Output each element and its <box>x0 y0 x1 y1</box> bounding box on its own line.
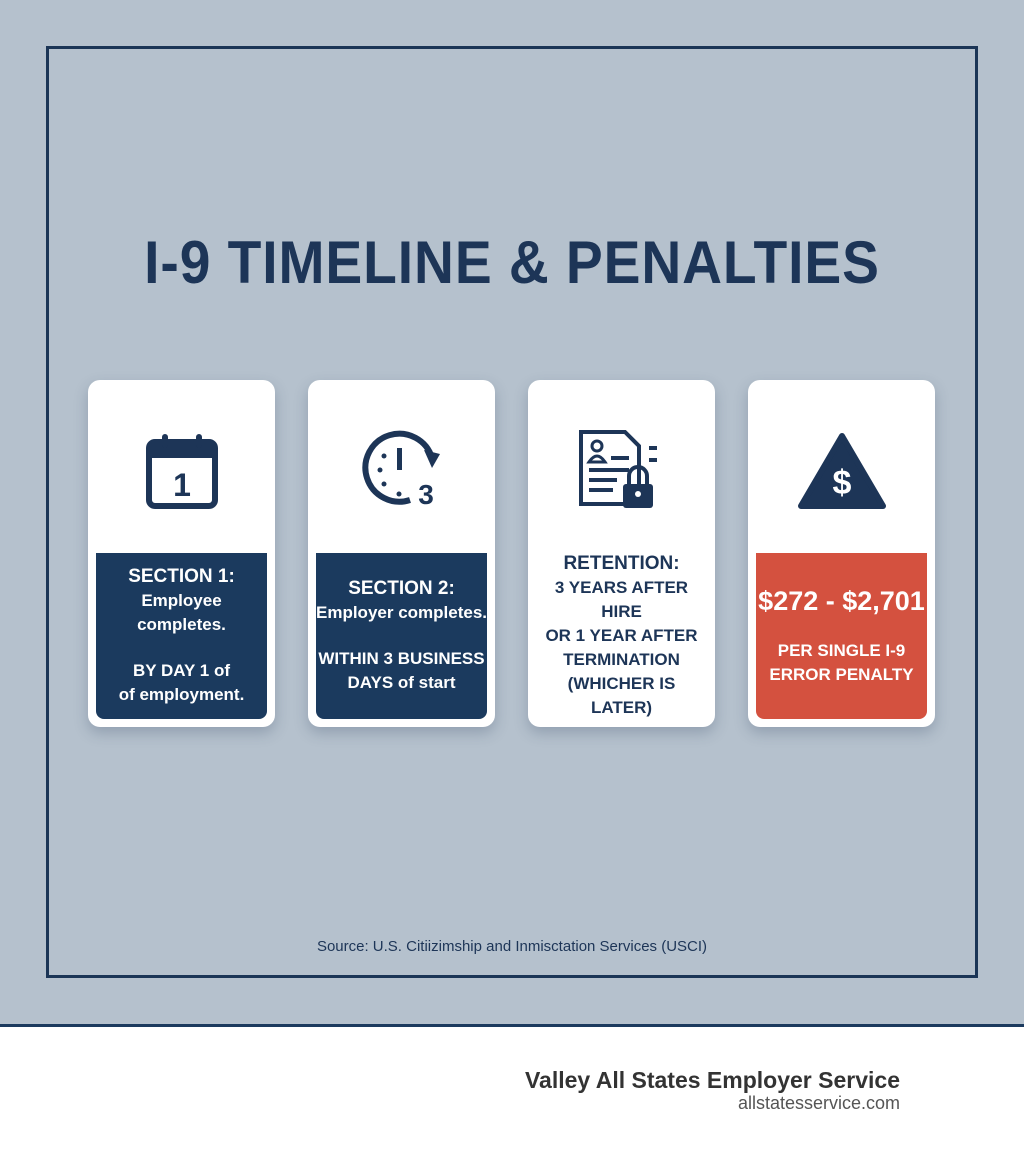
svg-text:1: 1 <box>172 467 191 503</box>
calendar-icon <box>88 425 275 515</box>
svg-text:3: 3 <box>417 479 434 510</box>
document-lock-icon <box>528 425 715 515</box>
card-text: PER SINGLE I-9 <box>777 641 906 660</box>
card-section-2 <box>308 380 495 727</box>
card-text: Employer completes. <box>316 603 488 622</box>
footer <box>0 1024 1024 1154</box>
card-text: ERROR PENALTY <box>769 665 914 684</box>
card-penalty <box>748 380 935 727</box>
penalty-panel <box>756 553 927 719</box>
clock-3-days-icon <box>308 425 495 515</box>
page-title: I-9 TIMELINE & PENALTIES <box>144 229 880 296</box>
card-text: of employment. <box>118 685 245 704</box>
penalty-amount: $272 - $2,701 <box>758 586 925 616</box>
retention-panel <box>536 553 707 719</box>
svg-text:$: $ <box>832 464 851 502</box>
card-text: WITHIN 3 BUSINESS <box>318 649 485 668</box>
card-text: (WHICHER IS LATER) <box>567 674 676 717</box>
section-2-panel <box>316 553 487 719</box>
card-heading: RETENTION: <box>563 553 680 574</box>
card-text: Employee completes. <box>137 591 226 634</box>
warning-dollar-icon <box>748 425 935 515</box>
source-note: Source: U.S. Citiizimship and Inmisctation Services (USCI) <box>316 938 708 955</box>
brand-url[interactable]: allstatesservice.com <box>737 1093 900 1113</box>
card-text: 3 YEARS AFTER HIRE <box>554 578 689 621</box>
card-text: DAYS of start <box>347 673 456 692</box>
card-section-1 <box>88 380 275 727</box>
card-text: OR 1 YEAR AFTER <box>545 626 698 645</box>
section-1-panel <box>96 553 267 719</box>
card-heading: SECTION 2: <box>348 578 455 599</box>
card-retention <box>528 380 715 727</box>
card-heading: SECTION 1: <box>128 566 235 587</box>
brand-name: Valley All States Employer Service <box>524 1067 900 1093</box>
card-text: BY DAY 1 of <box>132 661 230 680</box>
card-text: TERMINATION <box>563 650 680 669</box>
